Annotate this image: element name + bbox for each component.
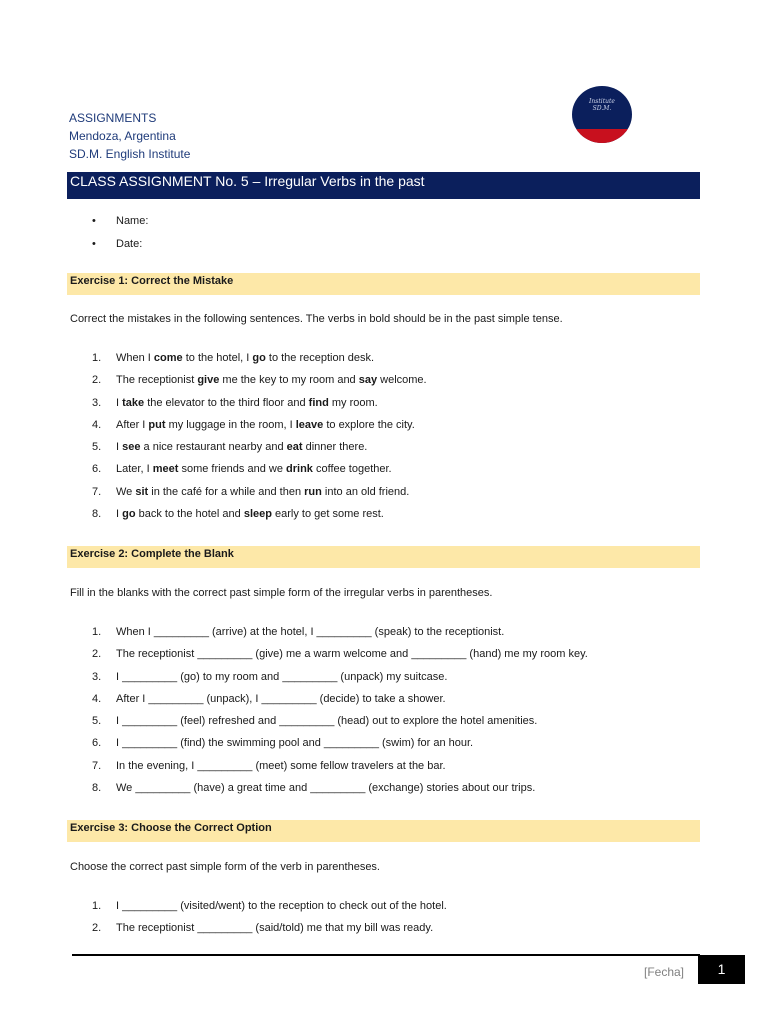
document-header <box>69 109 190 163</box>
bold-verb: leave <box>295 418 324 431</box>
item-text: early to get some rest. <box>271 508 384 521</box>
list-item <box>92 755 588 777</box>
item-number: 8. <box>92 782 102 795</box>
bold-verb: take <box>122 396 145 409</box>
item-text: Later, I <box>116 463 153 476</box>
item-text: into an old friend. <box>321 485 410 498</box>
page-number: 1 <box>698 955 745 984</box>
item-text: back to the hotel and <box>135 508 244 521</box>
item-text: The receptionist _________ (give) me a warm welcome and _________ (hand) me my room key. <box>116 648 588 661</box>
header-line-institute: SD.M. English Institute <box>69 147 191 161</box>
bold-verb: come <box>153 352 183 364</box>
item-text: In the evening, I _________ (meet) some fellow travelers at the bar. <box>116 759 446 772</box>
item-text: When I _________ (arrive) at the hotel, I _________ (speak) to the receptionist. <box>116 626 505 638</box>
list-item <box>92 777 588 799</box>
list-item <box>92 347 427 369</box>
bold-verb: run <box>304 485 322 498</box>
list-item <box>92 917 447 939</box>
item-number: 4. <box>92 418 102 431</box>
list-item <box>92 895 447 917</box>
item-text: I <box>116 508 123 521</box>
name-field: • Name: <box>92 210 148 233</box>
item-text: The receptionist <box>116 374 198 387</box>
assignment-title: CLASS ASSIGNMENT No. 5 – Irregular Verbs in the past <box>67 172 700 199</box>
item-text: I _________ (feel) refreshed and _________ (head) out to explore the hotel amenities. <box>116 715 538 728</box>
list-item <box>92 481 427 503</box>
bold-verb: sit <box>135 485 149 498</box>
item-number: 6. <box>92 463 102 476</box>
bold-verb: find <box>308 396 329 409</box>
item-text: I _________ (go) to my room and _________ (unpack) my suitcase. <box>116 670 448 683</box>
bold-verb: put <box>148 418 166 431</box>
bold-verb: eat <box>286 441 303 454</box>
item-text: After I _________ (unpack), I _________ (decide) to take a shower. <box>116 692 446 705</box>
item-number: 6. <box>92 737 102 750</box>
item-text: The receptionist _________ (said/told) me that my bill was ready. <box>116 922 434 935</box>
item-text: When I <box>116 352 154 364</box>
item-text: to explore the city. <box>323 418 415 431</box>
item-number: 7. <box>92 485 102 498</box>
item-number: 8. <box>92 508 102 521</box>
list-item <box>92 710 588 732</box>
exercise-2-heading: Exercise 2: Complete the Blank <box>67 546 700 568</box>
item-number: 4. <box>92 692 102 705</box>
exercise-3-instruction: Choose the correct past simple form of the verb in parentheses. <box>70 861 380 873</box>
item-text: some friends and we <box>178 463 287 476</box>
item-text: I _________ (find) the swimming pool and _________ (swim) for an hour. <box>116 737 474 750</box>
list-item <box>92 414 427 436</box>
item-number: 5. <box>92 441 102 454</box>
item-text: in the café for a while and then <box>148 485 305 498</box>
item-text: welcome. <box>377 374 427 387</box>
list-item <box>92 392 427 414</box>
item-number: 3. <box>92 396 102 409</box>
exercise-1-list <box>92 347 427 525</box>
item-text: I <box>116 396 123 409</box>
exercise-2-instruction: Fill in the blanks with the correct past simple form of the irregular verbs in parentheses. <box>70 587 493 599</box>
logo-red-band <box>572 129 632 143</box>
header-line-assignments: ASSIGNMENTS <box>69 111 157 125</box>
item-number: 2. <box>92 922 102 935</box>
item-number: 1. <box>92 626 102 638</box>
student-fields <box>92 210 148 256</box>
date-field: • Date: <box>92 233 148 256</box>
item-number: 7. <box>92 759 102 772</box>
item-text: my room. <box>328 396 378 409</box>
exercise-2-list <box>92 621 588 799</box>
list-item <box>92 458 427 480</box>
exercise-3-list <box>92 895 447 940</box>
item-number: 2. <box>92 374 102 387</box>
item-text: coffee together. <box>312 463 392 476</box>
item-text: me the key to my room and <box>219 374 359 387</box>
header-line-location: Mendoza, Argentina <box>69 129 176 143</box>
item-text: We _________ (have) a great time and _________ (exchange) stories about our trips. <box>116 782 536 795</box>
bold-verb: see <box>122 441 141 454</box>
bold-verb: drink <box>286 463 313 476</box>
item-text: We <box>116 485 136 498</box>
item-text: the elevator to the third floor and <box>144 396 309 409</box>
item-number: 1. <box>92 352 102 364</box>
list-item <box>92 503 427 525</box>
bold-verb: meet <box>152 463 179 476</box>
footer-date[interactable]: [Fecha] <box>644 965 685 979</box>
bold-verb: go <box>252 352 266 364</box>
item-text: I <box>116 441 123 454</box>
item-text: to the reception desk. <box>265 352 375 364</box>
list-item <box>92 688 588 710</box>
item-number: 3. <box>92 670 102 683</box>
exercise-1-instruction: Correct the mistakes in the following sentences. The verbs in bold should be in the past simple tense. <box>70 313 563 325</box>
exercise-3-heading: Exercise 3: Choose the Correct Option <box>67 820 700 842</box>
item-number: 5. <box>92 715 102 728</box>
bold-verb: give <box>197 374 220 387</box>
item-text: dinner there. <box>302 441 368 454</box>
bold-verb: go <box>122 508 136 521</box>
institute-logo <box>572 86 632 143</box>
bold-verb: sleep <box>243 508 272 521</box>
exercise-1-heading: Exercise 1: Correct the Mistake <box>67 273 700 295</box>
list-item <box>92 732 588 754</box>
list-item <box>92 666 588 688</box>
bold-verb: say <box>358 374 378 387</box>
list-item <box>92 621 588 643</box>
item-text: a nice restaurant nearby and <box>140 441 287 454</box>
item-text: to the hotel, I <box>182 352 253 364</box>
item-number: 2. <box>92 648 102 661</box>
item-text: my luggage in the room, I <box>165 418 296 431</box>
item-text: After I <box>116 418 149 431</box>
list-item <box>92 643 588 665</box>
logo-text: Institute SD.M. <box>589 98 615 112</box>
item-text: I _________ (visited/went) to the reception to check out of the hotel. <box>116 900 447 912</box>
item-number: 1. <box>92 900 102 912</box>
list-item <box>92 369 427 391</box>
footer-divider <box>72 954 700 956</box>
list-item <box>92 436 427 458</box>
